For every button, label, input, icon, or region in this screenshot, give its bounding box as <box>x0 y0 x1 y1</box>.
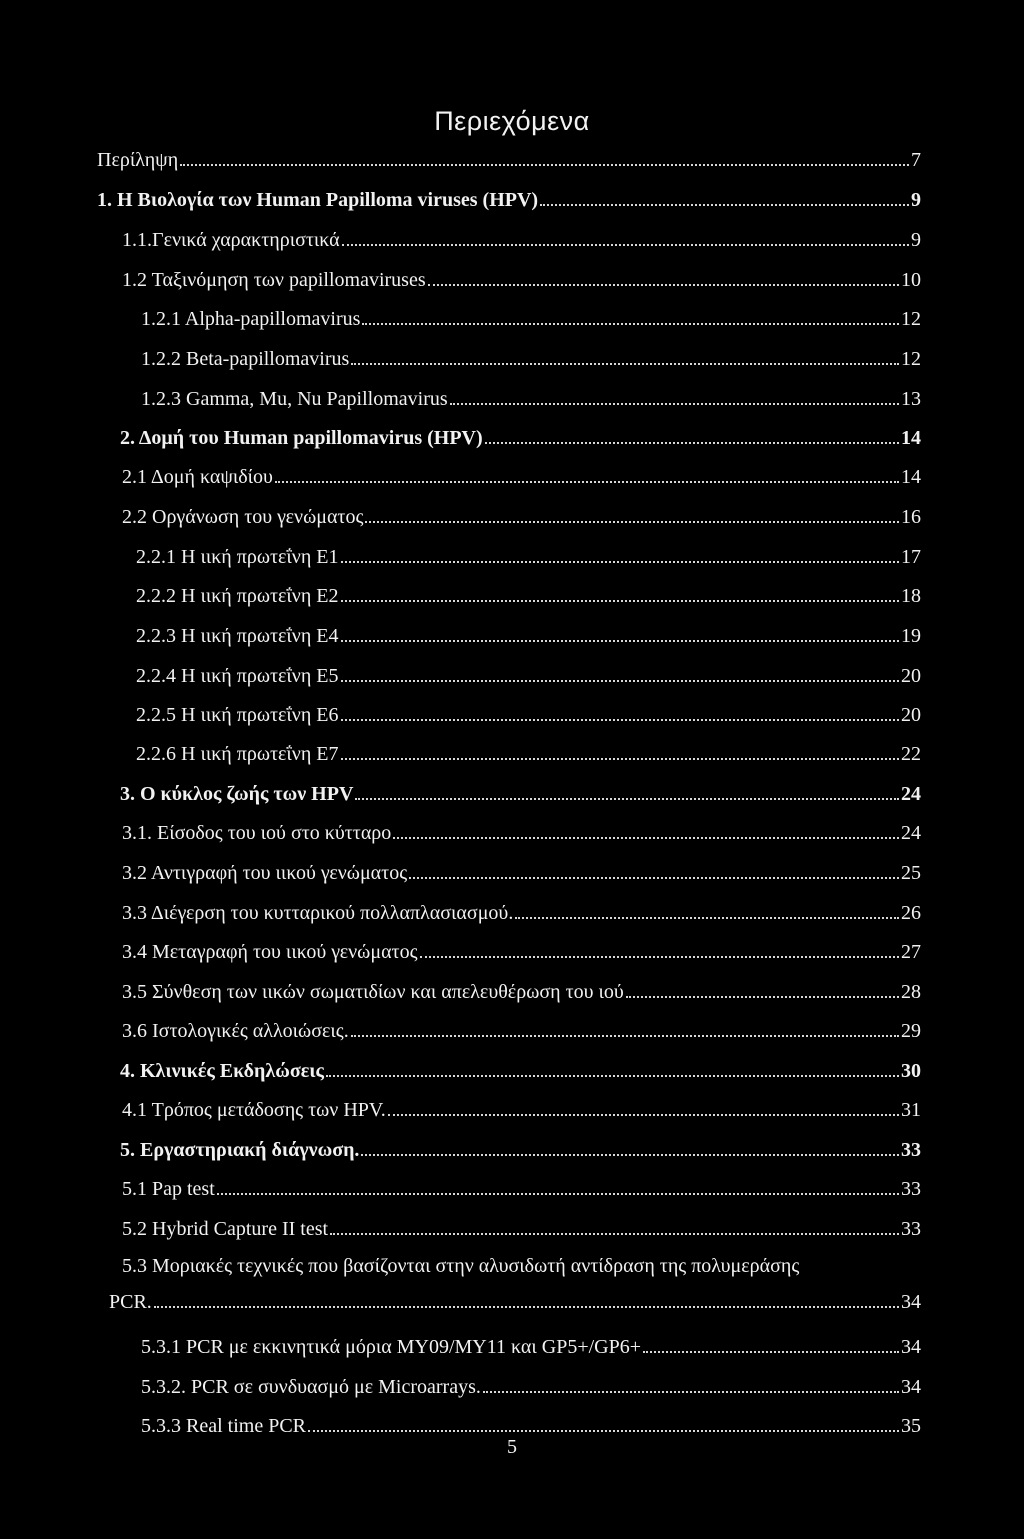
toc-entry[interactable] <box>122 978 921 1004</box>
toc-entry[interactable] <box>141 1373 921 1399</box>
toc-entry[interactable] <box>120 1057 921 1083</box>
toc-entry[interactable] <box>122 938 921 964</box>
toc-entry-page: 34 <box>901 1291 921 1313</box>
toc-entry-label: 5.3.1 PCR με εκκινητικά μόρια MY09/MY11 και GP5+/GP6+ <box>141 1336 641 1358</box>
toc-entry-label: 4. Κλινικές Εκδηλώσεις <box>120 1060 324 1082</box>
toc-entry[interactable] <box>136 582 921 608</box>
dot-leader <box>420 956 900 958</box>
page-number: 5 <box>507 1436 517 1458</box>
toc-entry-label: Περίληψη <box>97 149 179 171</box>
toc-entry-label: 3.4 Μεταγραφή του ιικού γενώματος <box>122 941 418 963</box>
toc-entry-page: 12 <box>901 308 921 330</box>
toc-entry-label: 1.2.1 Alpha-papillomavirus <box>141 308 361 330</box>
toc-entry-page: 24 <box>901 822 921 844</box>
toc-entry[interactable] <box>136 543 921 569</box>
dot-leader <box>483 1391 899 1393</box>
toc-entry[interactable] <box>136 662 921 688</box>
toc-entry[interactable] <box>122 859 921 885</box>
dot-leader <box>540 204 909 206</box>
dot-leader <box>326 1075 899 1077</box>
toc-entry-label: 1.2.3 Gamma, Mu, Nu Papillomavirus <box>141 388 448 410</box>
toc-entry-label: 2.2.1 Η ιική πρωτεΐνη Ε1 <box>136 546 339 568</box>
toc-entry[interactable] <box>141 305 921 331</box>
toc-entry-label: 3.2 Αντιγραφή του ιικού γενώματος <box>122 862 408 884</box>
dot-leader <box>409 877 899 879</box>
toc-entry-label: 3.5 Σύνθεση των ιικών σωματιδίων και απελευθέρωση του ιού <box>122 981 624 1003</box>
toc-entry-page: 19 <box>901 625 921 647</box>
toc-entry-label: 2.2.6 Η ιική πρωτεΐνη Ε7 <box>136 743 339 765</box>
dot-leader <box>217 1193 899 1195</box>
page-title: Περιεχόμενα <box>434 106 590 136</box>
dot-leader <box>365 521 899 523</box>
toc-entry-label: 5.3 Μοριακές τεχνικές που βασίζονται στην αλυσιδωτή αντίδραση της πολυμεράσης <box>122 1255 800 1277</box>
dot-leader <box>485 442 899 444</box>
toc-entry-page: 20 <box>901 704 921 726</box>
toc-entry-label: 3. Ο κύκλος ζωής των HPV <box>120 783 354 805</box>
toc-entry-page: 35 <box>901 1415 921 1437</box>
toc-entry-page: 33 <box>901 1218 921 1240</box>
dot-leader <box>351 1035 899 1037</box>
toc-entry-page: 26 <box>901 902 921 924</box>
toc-entry-page: 12 <box>901 348 921 370</box>
toc-entry[interactable] <box>122 266 921 292</box>
dot-leader <box>308 1430 899 1432</box>
dot-leader <box>643 1351 899 1353</box>
toc-entry-page: 29 <box>901 1020 921 1042</box>
dot-leader <box>428 284 899 286</box>
toc-entry[interactable] <box>141 385 921 411</box>
toc-entry-page: 27 <box>901 941 921 963</box>
toc-entry-page: 9 <box>911 189 921 211</box>
toc-entry-page: 34 <box>901 1376 921 1398</box>
toc-entry[interactable] <box>141 345 921 371</box>
toc-entry[interactable] <box>122 1215 921 1241</box>
toc-entry-label: 2.2 Οργάνωση του γενώματος <box>122 506 364 528</box>
toc-entry-page: 14 <box>901 466 921 488</box>
toc-entry-label: 2.2.4 Η ιική πρωτεΐνη Ε5 <box>136 665 339 687</box>
toc-entry-label: 2.2.5 Η ιική πρωτεΐνη Ε6 <box>136 704 339 726</box>
toc-entry[interactable] <box>136 622 921 648</box>
toc-entry-label: 5.1 Pap test <box>122 1178 215 1200</box>
toc-entry[interactable] <box>120 1136 921 1162</box>
toc-entry[interactable] <box>141 1333 921 1359</box>
dot-leader <box>154 1306 899 1308</box>
toc-entry-page: 10 <box>901 269 921 291</box>
toc-entry-page: 28 <box>901 981 921 1003</box>
toc-entry-label: 2.2.2 Η ιική πρωτεΐνη Ε2 <box>136 585 339 607</box>
toc-entry[interactable] <box>122 1175 921 1201</box>
toc-entry[interactable] <box>122 819 921 845</box>
toc-entry-label: 2. Δομή του Human papillomavirus (HPV) <box>120 427 483 449</box>
dot-leader <box>342 244 909 246</box>
toc-entry[interactable] <box>122 503 921 529</box>
toc-entry-label: 3.3 Διέγερση του κυτταρικού πολλαπλασιασμού. <box>122 902 514 924</box>
dot-leader <box>626 996 899 998</box>
toc-entry-page: 16 <box>901 506 921 528</box>
toc-entry[interactable] <box>109 1254 921 1314</box>
toc-entry-label: 5. Εργαστηριακή διάγνωση. <box>120 1139 360 1161</box>
toc-entry-page: 7 <box>911 149 921 171</box>
dot-leader <box>515 917 899 919</box>
toc-entry-label-continued: PCR. <box>109 1291 152 1313</box>
toc-entry[interactable] <box>122 1096 921 1122</box>
toc-entry-label: 1.1.Γενικά χαρακτηριστικά <box>122 229 340 251</box>
toc-entry[interactable] <box>97 146 921 172</box>
toc-entry-label: 1.2 Ταξινόμηση των papillomaviruses <box>122 269 426 291</box>
dot-leader <box>351 363 899 365</box>
dot-leader <box>341 600 899 602</box>
dot-leader <box>450 403 899 405</box>
dot-leader <box>388 1114 899 1116</box>
dot-leader <box>341 640 899 642</box>
toc-entry-label: 4.1 Τρόπος μετάδοσης των HPV. <box>122 1099 386 1121</box>
toc-entry-label: 1.2.2 Beta-papillomavirus <box>141 348 350 370</box>
dot-leader <box>355 798 899 800</box>
toc-entry-page: 17 <box>901 546 921 568</box>
toc-entry-label: 5.2 Hybrid Capture II test <box>122 1218 329 1240</box>
dot-leader <box>275 481 899 483</box>
toc-entry-page: 33 <box>901 1178 921 1200</box>
toc-entry-label: 2.1 Δομή καψιδίου <box>122 466 273 488</box>
toc-entry[interactable] <box>122 1017 921 1043</box>
toc-entry[interactable] <box>122 463 921 489</box>
toc-entry-page: 30 <box>901 1060 921 1082</box>
dot-leader <box>361 1154 899 1156</box>
toc-entry[interactable] <box>122 226 921 252</box>
dot-leader <box>341 719 899 721</box>
toc-entry-page: 20 <box>901 665 921 687</box>
toc-entry[interactable] <box>120 424 921 450</box>
toc-entry-page: 34 <box>901 1336 921 1358</box>
toc-entry-label: 5.3.2. PCR σε συνδυασμό με Microarrays. <box>141 1376 481 1398</box>
toc-entry-page: 33 <box>901 1139 921 1161</box>
toc-entry-label: 5.3.3 Real time PCR <box>141 1415 306 1437</box>
toc-entry[interactable] <box>141 1412 921 1438</box>
dot-leader <box>330 1233 899 1235</box>
toc-entry-page: 9 <box>911 229 921 251</box>
dot-leader <box>362 323 899 325</box>
toc-entry[interactable] <box>136 740 921 766</box>
toc-entry-label: 1. Η Βιολογία των Human Papilloma viruses (HPV) <box>97 189 539 211</box>
toc-entry-page: 31 <box>901 1099 921 1121</box>
dot-leader <box>393 837 899 839</box>
dot-leader <box>341 758 899 760</box>
toc-entry[interactable] <box>120 780 921 806</box>
toc-entry[interactable] <box>97 186 921 212</box>
toc-entry-page: 24 <box>901 783 921 805</box>
toc-entry-label: 3.6 Ιστολογικές αλλοιώσεις. <box>122 1020 349 1042</box>
dot-leader <box>180 164 909 166</box>
toc-entry[interactable] <box>122 899 921 925</box>
toc-entry-page: 22 <box>901 743 921 765</box>
toc-entry-label: 3.1. Είσοδος του ιού στο κύτταρο <box>122 822 392 844</box>
toc-entry-page: 18 <box>901 585 921 607</box>
toc-entry-page: 13 <box>901 388 921 410</box>
toc-entry-page: 14 <box>901 427 921 449</box>
toc-entry[interactable] <box>136 701 921 727</box>
dot-leader <box>341 680 899 682</box>
toc-entry-label: 2.2.3 Η ιική πρωτεΐνη Ε4 <box>136 625 339 647</box>
toc-entry-page: 25 <box>901 862 921 884</box>
dot-leader <box>341 561 899 563</box>
